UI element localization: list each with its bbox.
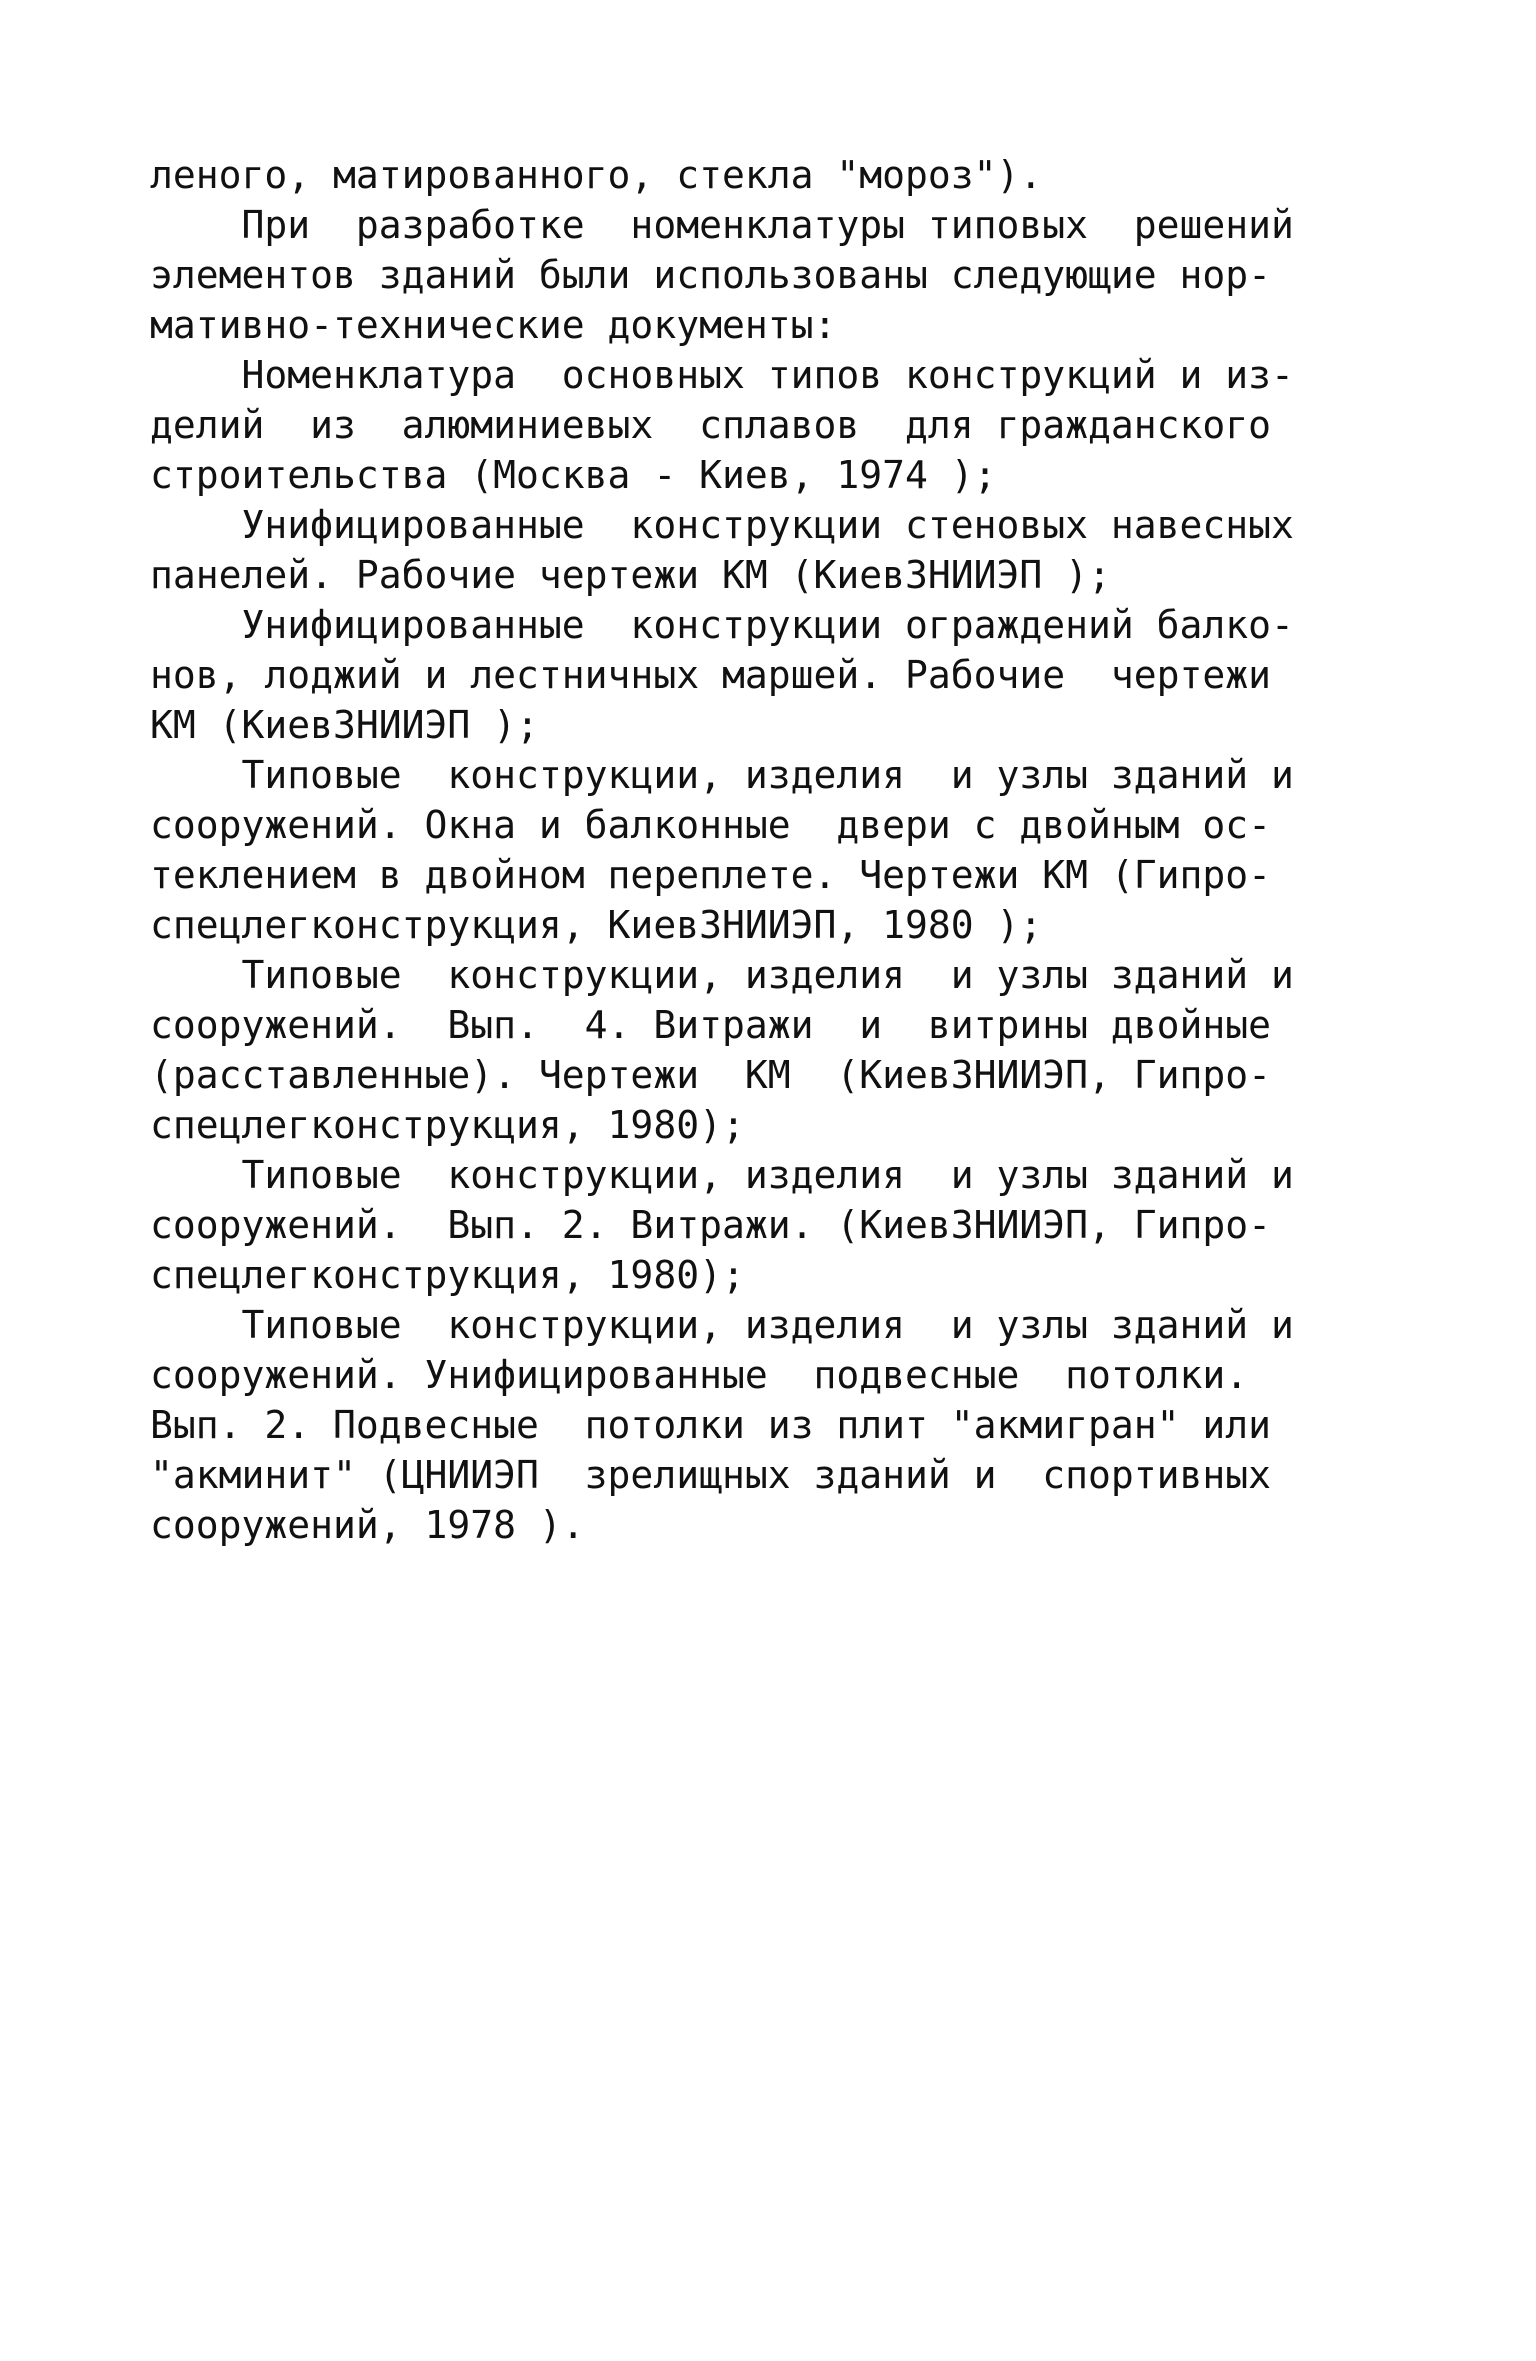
text-line: Типовые конструкции, изделия и узлы зданий и [150,953,1294,997]
text-line: элементов зданий были использованы следующие нор- [150,253,1272,297]
text-line: Номенклатура основных типов конструкций и из- [150,353,1294,397]
text-line: сооружений. Окна и балконные двери с двойным ос- [150,803,1272,847]
document-text [150,150,1386,1550]
text-line: "акминит" (ЦНИИЭП зрелищных зданий и спортивных [150,1453,1272,1497]
text-line: панелей. Рабочие чертежи КМ (КиевЗНИИЭП ); [150,553,1111,597]
text-line: спецлегконструкция, 1980); [150,1103,745,1147]
text-line: теклением в двойном переплете. Чертежи КМ (Гипро- [150,853,1272,897]
text-line: строительства (Москва - Киев, 1974 ); [150,453,997,497]
text-line: нов, лоджий и лестничных маршей. Рабочие чертежи [150,653,1272,697]
text-line: сооружений. Вып. 4. Витражи и витрины двойные [150,1003,1272,1047]
text-line: леного, матированного, стекла "мороз"). [150,153,1043,197]
text-line: сооружений. Вып. 2. Витражи. (КиевЗНИИЭП, Гипро- [150,1203,1272,1247]
text-line: Унифицированные конструкции стеновых навесных [150,503,1294,547]
text-line: мативно-технические документы: [150,303,837,347]
text-line: делий из алюминиевых сплавов для гражданского [150,403,1272,447]
text-line: (расставленные). Чертежи КМ (КиевЗНИИЭП, Гипро- [150,1053,1272,1097]
text-line: сооружений, 1978 ). [150,1503,585,1547]
text-line: Типовые конструкции, изделия и узлы зданий и [150,1303,1294,1347]
text-line: Типовые конструкции, изделия и узлы зданий и [150,1153,1294,1197]
text-line: Вып. 2. Подвесные потолки из плит "акмигран" или [150,1403,1272,1447]
text-line: КМ (КиевЗНИИЭП ); [150,703,539,747]
text-line: Унифицированные конструкции ограждений балко- [150,603,1294,647]
text-line: спецлегконструкция, КиевЗНИИЭП, 1980 ); [150,903,1043,947]
text-line: При разработке номенклатуры типовых решений [150,203,1294,247]
text-line: сооружений. Унифицированные подвесные потолки. [150,1353,1249,1397]
text-line: Типовые конструкции, изделия и узлы зданий и [150,753,1294,797]
text-line: спецлегконструкция, 1980); [150,1253,745,1297]
